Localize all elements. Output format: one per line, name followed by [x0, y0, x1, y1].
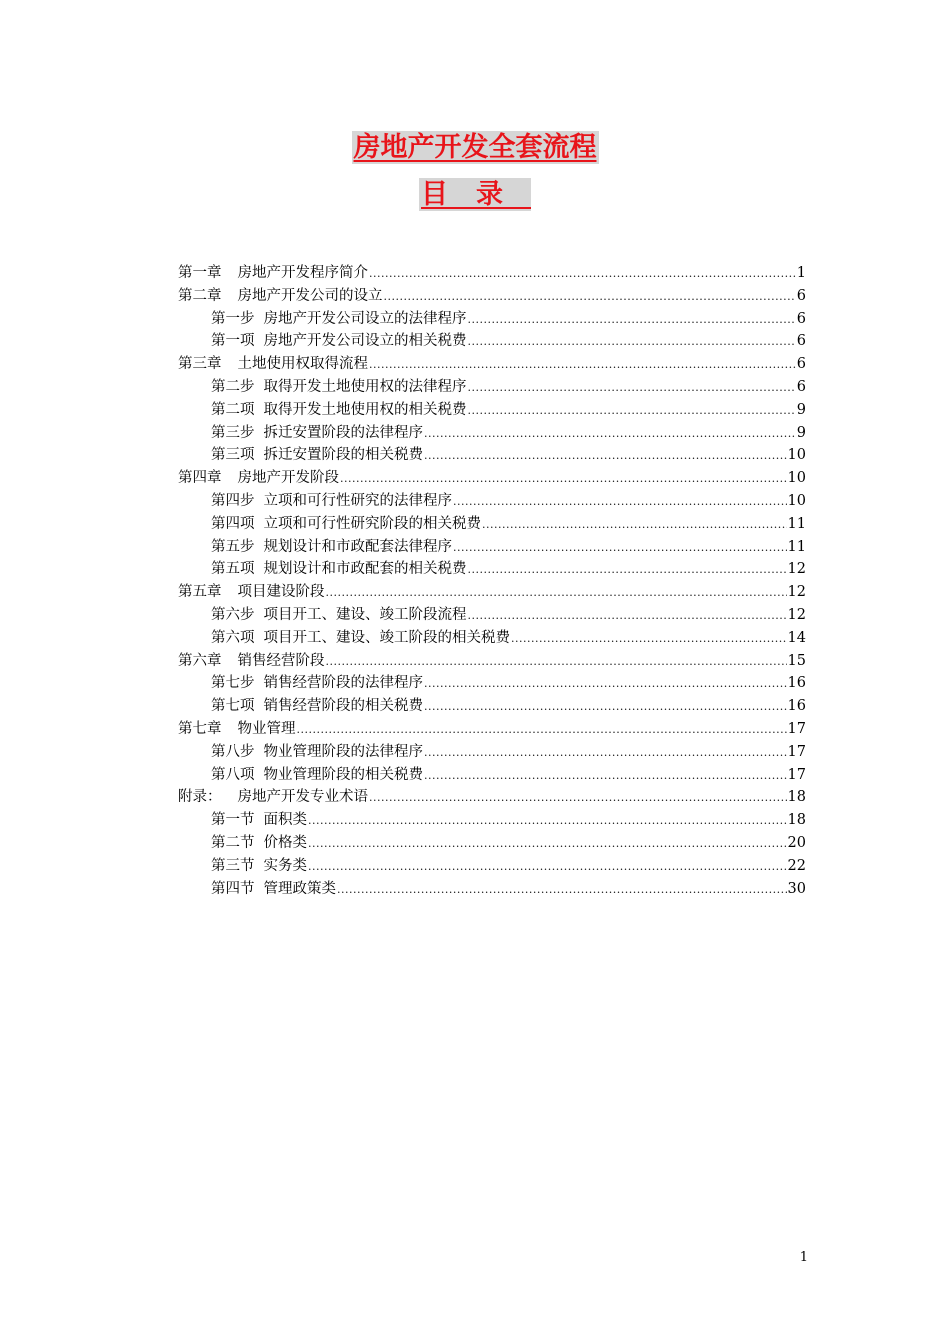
toc-entry-number: 第七步 [211, 675, 255, 692]
document-title [0, 134, 950, 161]
toc-dot-leader [384, 286, 796, 309]
toc-entry-title: 销售经营阶段的法律程序 [263, 675, 423, 692]
toc-section-entry[interactable] [178, 422, 806, 445]
toc-dot-leader [453, 491, 787, 514]
toc-entry-page: 6 [796, 310, 806, 327]
document-title-text: 房地产开发全套流程 [353, 132, 597, 163]
toc-section-entry[interactable] [178, 672, 806, 695]
toc-dot-leader [468, 309, 796, 332]
toc-entry-number: 第二节 [211, 834, 255, 851]
toc-dot-leader [424, 742, 787, 765]
toc-entry-title: 房地产开发阶段 [237, 470, 339, 487]
toc-dot-leader [308, 833, 787, 856]
toc-dot-leader [453, 537, 787, 560]
toc-section-entry[interactable] [178, 695, 806, 718]
toc-entry-title: 销售经营阶段的相关税费 [263, 698, 423, 715]
toc-entry-title: 价格类 [263, 834, 307, 851]
toc-entry-page: 11 [787, 538, 806, 555]
toc-dot-leader [424, 445, 787, 468]
toc-chapter-entry[interactable] [178, 581, 806, 604]
toc-entry-number: 第一章 [178, 265, 222, 281]
toc-entry-title: 实务类 [263, 857, 307, 874]
toc-entry-number: 第二步 [211, 378, 255, 395]
toc-entry-page: 16 [787, 698, 806, 715]
toc-chapter-entry[interactable] [178, 262, 806, 285]
toc-dot-leader [337, 879, 787, 902]
toc-section-entry[interactable] [178, 513, 806, 536]
toc-section-entry[interactable] [178, 741, 806, 764]
toc-dot-leader [297, 719, 787, 742]
toc-entry-number: 第七项 [211, 698, 255, 715]
toc-section-entry[interactable] [178, 399, 806, 422]
toc-dot-leader [369, 787, 787, 810]
toc-entry-title: 销售经营阶段 [237, 652, 325, 669]
toc-entry-page: 6 [796, 378, 806, 395]
toc-entry-page: 17 [787, 766, 806, 783]
toc-entry-number: 第八步 [211, 743, 255, 760]
toc-heading [0, 181, 950, 208]
toc-entry-title: 管理政策类 [263, 880, 336, 897]
toc-entry-number: 第五章 [178, 584, 222, 601]
toc-entry-page: 16 [787, 675, 806, 692]
toc-dot-leader [424, 696, 787, 719]
toc-entry-page: 10 [787, 492, 806, 509]
toc-section-entry[interactable] [178, 855, 806, 878]
toc-entry-number: 第七章 [178, 720, 222, 737]
toc-entry-page: 6 [796, 356, 806, 373]
toc-section-entry[interactable] [178, 764, 806, 787]
toc-entry-number: 第六章 [178, 652, 222, 669]
toc-entry-page: 9 [796, 424, 806, 441]
toc-entry-title: 拆迁安置阶段的法律程序 [263, 424, 423, 441]
toc-entry-page: 17 [787, 720, 806, 737]
toc-dot-leader [468, 400, 796, 423]
toc-entry-title: 房地产开发专业术语 [237, 789, 368, 806]
toc-entry-number: 第八项 [211, 766, 255, 783]
toc-chapter-entry[interactable] [178, 467, 806, 490]
toc-section-entry[interactable] [178, 878, 806, 901]
toc-dot-leader [468, 377, 796, 400]
toc-dot-leader [468, 605, 787, 628]
toc-entry-number: 第三项 [211, 447, 255, 464]
toc-dot-leader [468, 559, 787, 582]
toc-entry-title: 取得开发土地使用权的法律程序 [263, 378, 467, 395]
toc-entry-number: 第五项 [211, 561, 255, 578]
toc-dot-leader [482, 514, 787, 537]
toc-entry-page: 30 [787, 880, 806, 897]
toc-entry-number: 第二项 [211, 401, 255, 418]
toc-dot-leader [308, 810, 787, 833]
toc-entry-title: 项目建设阶段 [237, 584, 325, 601]
toc-entry-title: 项目开工、建设、竣工阶段的相关税费 [263, 629, 510, 646]
page-number: 1 [799, 1250, 808, 1265]
toc-section-entry[interactable] [178, 604, 806, 627]
toc-entry-title: 物业管理 [237, 720, 296, 737]
toc-entry-page: 18 [787, 812, 806, 829]
toc-entry-page: 17 [787, 743, 806, 760]
toc-entry-title: 房地产开发公司的设立 [237, 287, 383, 304]
toc-section-entry[interactable] [178, 376, 806, 399]
toc-section-entry[interactable] [178, 308, 806, 331]
toc-dot-leader [424, 423, 796, 446]
toc-entry-number: 第四章 [178, 470, 222, 487]
toc-chapter-entry[interactable] [178, 786, 806, 809]
toc-entry-page: 12 [787, 584, 806, 601]
toc-entry-page: 14 [787, 629, 806, 646]
toc-dot-leader [424, 673, 787, 696]
toc-entry-number: 第六步 [211, 606, 255, 623]
toc-dot-leader [424, 765, 787, 788]
toc-section-entry[interactable] [178, 490, 806, 513]
toc-entry-title: 项目开工、建设、竣工阶段流程 [263, 606, 467, 623]
toc-entry-page: 9 [796, 401, 806, 418]
toc-section-entry[interactable] [178, 809, 806, 832]
toc-entry-page: 11 [787, 515, 806, 532]
toc-entry-title: 房地产开发公司设立的相关税费 [263, 333, 467, 350]
toc-section-entry[interactable] [178, 330, 806, 353]
toc-entry-number: 第四步 [211, 492, 255, 509]
toc-section-entry[interactable] [178, 627, 806, 650]
toc-entry-number: 第三步 [211, 424, 255, 441]
toc-dot-leader [340, 468, 787, 491]
toc-entry-page: 1 [796, 265, 806, 281]
toc-dot-leader [326, 651, 787, 674]
toc-entry-number: 附录： [178, 789, 222, 806]
toc-entry-title: 物业管理阶段的法律程序 [263, 743, 423, 760]
toc-chapter-entry[interactable] [178, 353, 806, 376]
toc-entry-page: 20 [787, 834, 806, 851]
toc-chapter-entry[interactable] [178, 650, 806, 673]
toc-entry-title: 土地使用权取得流程 [237, 356, 368, 373]
toc-entry-number: 第三节 [211, 857, 255, 874]
toc-heading-text: 目录 [421, 179, 531, 210]
toc-entry-number: 第四节 [211, 880, 255, 897]
toc-entry-title: 房地产开发公司设立的法律程序 [263, 310, 467, 327]
toc-entry-title: 立项和可行性研究的法律程序 [263, 492, 452, 509]
toc-entry-number: 第一项 [211, 333, 255, 350]
toc-entry-title: 房地产开发程序简介 [237, 265, 368, 281]
toc-entry-title: 取得开发土地使用权的相关税费 [263, 401, 467, 418]
toc-dot-leader [369, 354, 796, 377]
toc-dot-leader [468, 331, 796, 354]
toc-entry-page: 15 [787, 652, 806, 669]
toc-entry-title: 立项和可行性研究阶段的相关税费 [263, 515, 481, 532]
toc-section-entry[interactable] [178, 536, 806, 559]
toc-entry-number: 第五步 [211, 538, 255, 555]
toc-dot-leader [369, 263, 796, 286]
table-of-contents [178, 262, 806, 900]
toc-dot-leader [511, 628, 787, 651]
toc-entry-title: 拆迁安置阶段的相关税费 [263, 447, 423, 464]
toc-entry-page: 6 [796, 287, 806, 304]
toc-entry-page: 18 [787, 789, 806, 806]
toc-entry-title: 规划设计和市政配套法律程序 [263, 538, 452, 555]
toc-entry-number: 第一步 [211, 310, 255, 327]
toc-entry-title: 面积类 [263, 812, 307, 829]
toc-entry-page: 22 [787, 857, 806, 874]
toc-entry-number: 第六项 [211, 629, 255, 646]
toc-section-entry[interactable] [178, 558, 806, 581]
toc-dot-leader [308, 856, 787, 879]
toc-section-entry[interactable] [178, 832, 806, 855]
toc-entry-page: 10 [787, 447, 806, 464]
toc-entry-number: 第一节 [211, 812, 255, 829]
toc-section-entry[interactable] [178, 444, 806, 467]
toc-chapter-entry[interactable] [178, 285, 806, 308]
toc-chapter-entry[interactable] [178, 718, 806, 741]
toc-entry-title: 规划设计和市政配套的相关税费 [263, 561, 467, 578]
toc-entry-page: 12 [787, 561, 806, 578]
toc-entry-number: 第二章 [178, 287, 222, 304]
toc-dot-leader [326, 582, 787, 605]
toc-entry-page: 12 [787, 606, 806, 623]
toc-entry-page: 10 [787, 470, 806, 487]
toc-entry-number: 第四项 [211, 515, 255, 532]
toc-entry-page: 6 [796, 333, 806, 350]
toc-entry-title: 物业管理阶段的相关税费 [263, 766, 423, 783]
toc-entry-number: 第三章 [178, 356, 222, 373]
